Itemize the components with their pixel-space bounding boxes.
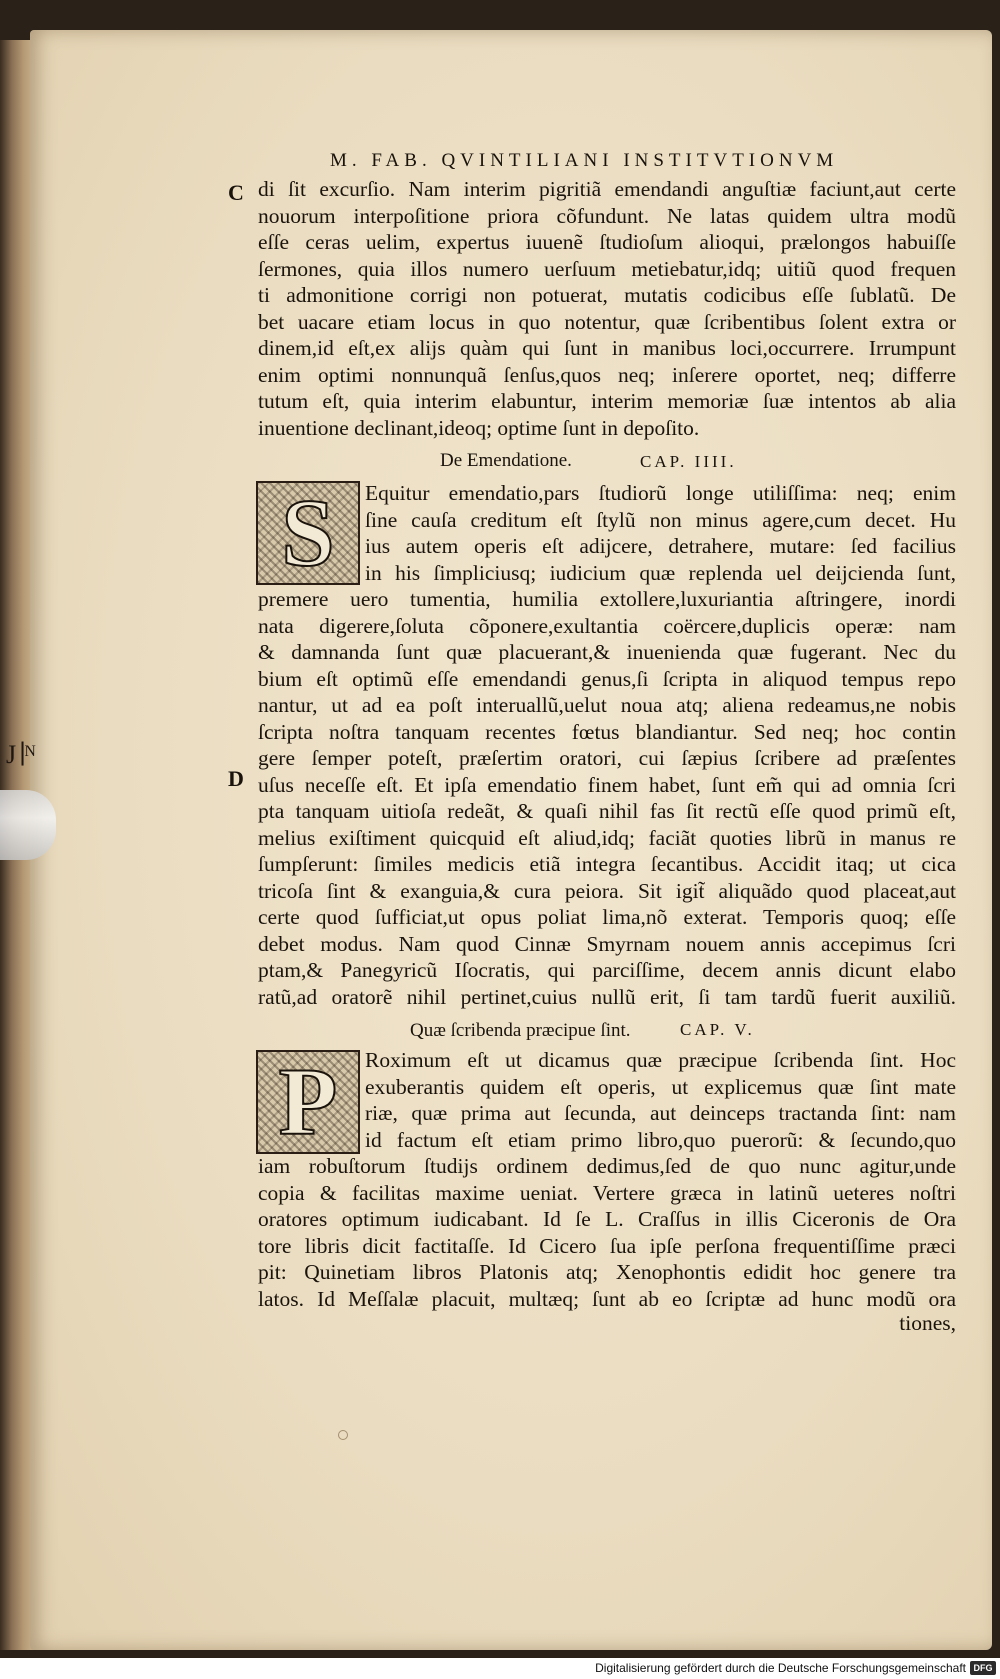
text-line: pta tanquam uitioſa redeãt, & quaſi nihil fas ſit rectũ eſſe quod primũ eſt, (258, 799, 956, 823)
text-line: Roximum eſt ut dicamus quæ præcipue ſcribenda ſint. Hoc (365, 1048, 956, 1072)
text-line: di ſit excurſio. Nam interim pigritiã emendandi anguſtiæ faciunt,aut certe (258, 177, 956, 201)
chapter-5-title: Quæ ſcribenda præcipue ſint. (410, 1020, 631, 1041)
text-line: exuberantis quidem eſt operis, ut explicemus quæ ſint mate (365, 1074, 956, 1099)
text-line: ſcripta noſtra tanquam recentes fœtus blandiantur. Sed neq; hoc contin (258, 719, 956, 744)
text-line: ius autem operis eſt adijcere, detrahere, mutare: ſed facilius (365, 534, 956, 558)
text-line: oratores optimum iudicabant. Id ſe L. Craſſus in illis Ciceronis de Ora (258, 1207, 956, 1231)
text-line: uſus neceſſe eſt. Et ipſa emendatio finem habet, ſunt em̃ qui ad omnia ſcri (258, 772, 956, 797)
decorated-initial-p (256, 1050, 360, 1154)
margin-ink-mark: J ∣ᴺ (6, 740, 35, 769)
text-line: inuentione declinant,ideoq; optime ſunt in depoſito. (258, 415, 700, 440)
text-line: debet modus. Nam quod Cinnæ Smyrnam nouem annis accepimus ſcri (258, 931, 956, 956)
initial-letter: S (281, 479, 335, 586)
page-clip (0, 790, 56, 860)
text-line: bium eſt optimũ eſſe emendandi genus,ſi ſcripta in aliquod tempus repo (258, 666, 956, 691)
text-line: enim optimi nonnunquã ſenſus,quos neq; inſerere oportet, neq; differre (258, 362, 956, 387)
initial-letter: P (278, 1048, 338, 1155)
paper-blemish (338, 1430, 348, 1440)
text-line: melius exiſtiment quicquid eſt aliud,idq; faciãt quoties librũ in manus re (258, 825, 956, 850)
text-line: riæ, quæ prima aut ſecunda, aut deinceps tractanda ſint: nam (365, 1101, 956, 1125)
text-line: latos. Id Meſſalæ placuit, multæq; ſunt ab eo ſcriptæ ad hunc modũ ora (258, 1286, 956, 1311)
text-line: & damnanda ſunt quæ placuerant,& inuenienda quæ fugerant. Nec du (258, 640, 956, 664)
text-line: nantur, ut ad ea poſt interuallũ,uelut noua atq; aliena redeamus,ne nobis (258, 693, 956, 717)
text-line: certe quod ſufficiat,ut opus poliat lima,nõ exterat. Temporis quoq; eſſe (258, 905, 956, 929)
chapter-5-number: CAP. V. (680, 1020, 755, 1039)
chapter-4-title: De Emendatione. (440, 450, 572, 471)
text-line: pit: Quinetiam libros Platonis atq; Xenophontis edidit hoc genere tra (258, 1260, 956, 1284)
text-line: tutum eſt, quia interim elabuntur, interim memoriæ ſuæ intentos ab alia (258, 389, 956, 413)
text-line: ſumpſerunt: ſimiles medicis etiã integra ſecantibus. Accidit itaq; ut cica (258, 852, 956, 876)
text-line: dinem,id eſt,ex alijs quàm qui ſunt in manibus loci,occurrere. Irrumpunt (258, 336, 956, 360)
text-line: ti admonitione corrigi non potuerat, mutatis codicibus eſſe ſublatũ. De (258, 283, 956, 307)
footer-bar (0, 1658, 1000, 1679)
decorated-initial-s (256, 481, 360, 585)
text-line: ſermones, quia illos numero uerſuum metiebatur,idq; uitiũ quod frequen (258, 256, 956, 281)
text-line: tore libris dicit factitaſſe. Id Cicero ſua ipſe perſona frequentiſſime præci (258, 1233, 956, 1258)
dfg-logo-icon: DFG (970, 1661, 996, 1675)
text-line: gere ſemper poteſt, præſertim oratori, cui ſæpius ſcribere ad præſentes (258, 746, 956, 770)
text-line: tricoſa ſint & exanguia,& cura peiora. Sit igit̃ aliquãdo quod placeat,aut (258, 878, 956, 903)
footer-credit: Digitalisierung gefördert durch die Deutsche Forschungsgemeinschaft (595, 1661, 966, 1675)
margin-letter-c: C (228, 180, 244, 205)
text-line: ſine cauſa creditum eſt ſtylũ non minus agere,cum decet. Hu (365, 507, 956, 532)
running-head: M. FAB. QVINTILIANI INSTITVTIONVM (330, 150, 839, 171)
text-line: nata digerere,ſoluta cõponere,exultantia coërcere,duplicis operæ: nam (258, 613, 956, 638)
text-line: ratũ,ad oratorẽ nihil pertinet,cuius nullũ erit, ſi tam tardũ fuerit auxiliũ. (258, 984, 956, 1009)
catchword: tiones, (899, 1311, 956, 1335)
text-line: premere uero tumentia, humilia extollere,luxuriantia aſtringere, inordi (258, 587, 956, 611)
text-line: iam robuſtorum ſtudijs ordinem dedimus,ſed de quo nunc agitur,unde (258, 1154, 956, 1178)
text-line: Equitur emendatio,pars ſtudiorũ longe utiliſſima: neq; enim (365, 481, 956, 505)
margin-letter-d: D (228, 766, 244, 791)
text-line: eſſe ceras uelim, expertus iuuenẽ ſtudioſum alioqui, prælongos habuiſſe (258, 230, 956, 254)
chapter-4-number: CAP. IIII. (640, 452, 737, 471)
text-line: id factum eſt etiam primo libro,quo puerorũ: & ſecundo,quo (365, 1127, 956, 1152)
text-line: copia & facilitas maxime ueniat. Vertere græca in latinũ ueteres noſtri (258, 1180, 956, 1205)
text-line: in his ſimpliciusq; iudicium quæ replenda uel deijcienda ſunt, (365, 560, 956, 585)
text-line: nouorum interpoſitione priora cõfundunt. Ne latas quidem ultra modũ (258, 203, 956, 228)
text-line: bet uacare etiam locus in quo notentur, quæ ſcribentibus ſolent extra or (258, 309, 956, 334)
text-line: ptam,& Panegyricũ Iſocratis, qui parciſſime, decem annis dicunt elabo (258, 958, 956, 982)
